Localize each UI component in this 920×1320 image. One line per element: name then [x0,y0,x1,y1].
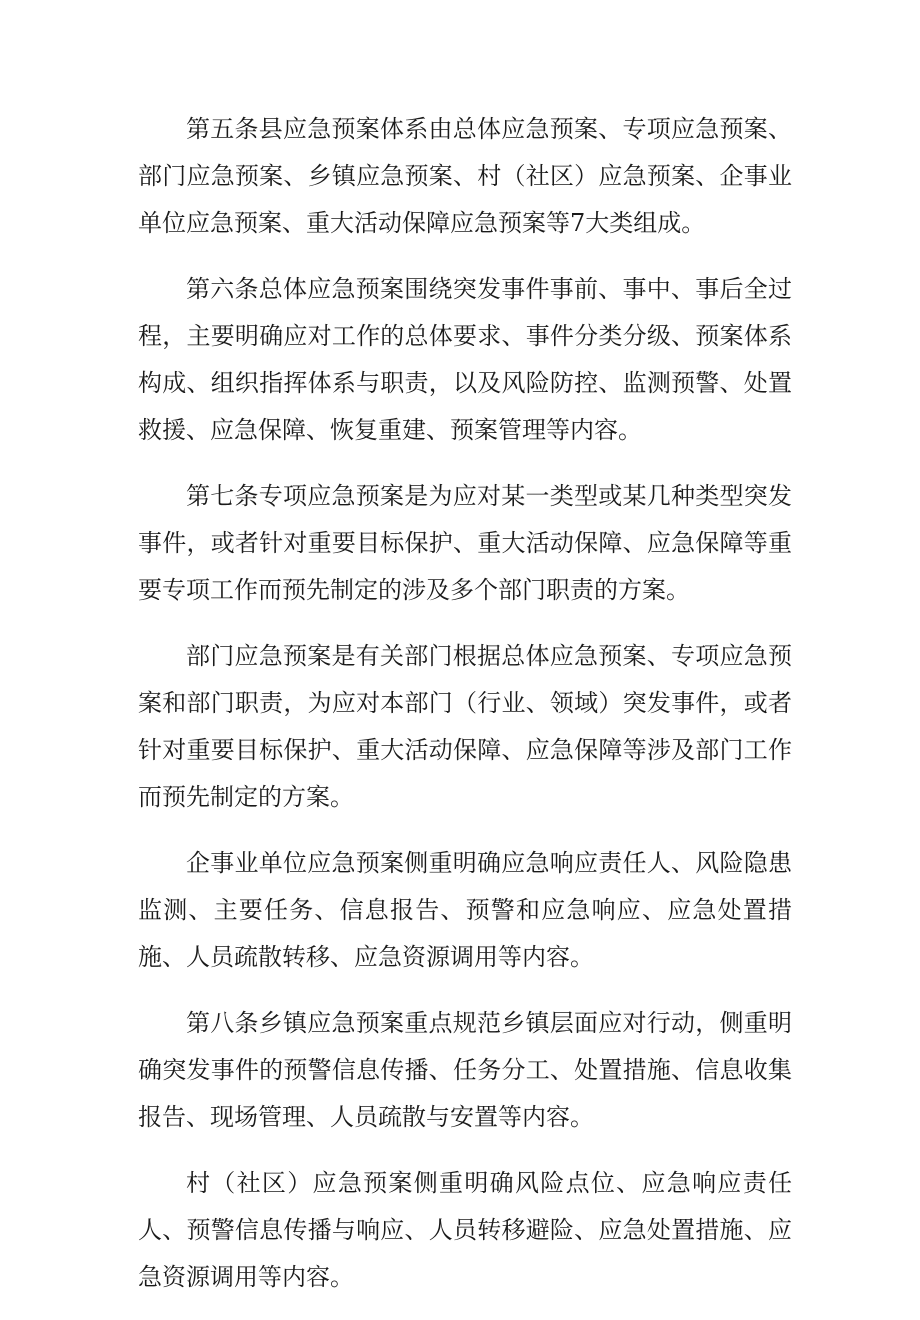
paragraph-article-5: 第五条县应急预案体系由总体应急预案、专项应急预案、部门应急预案、乡镇应急预案、村（社区）应急预案、企事业单位应急预案、重大活动保障应急预案等7大类组成。 [138,115,792,237]
paragraph-article-6: 第六条总体应急预案围绕突发事件事前、事中、事后全过程，主要明确应对工作的总体要求、事件分类分级、预案体系构成、组织指挥体系与职责，以及风险防控、监测预警、处置救援、应急保障、恢复重建、预案管理等内容。 [138,275,792,444]
paragraph-article-8: 第八条乡镇应急预案重点规范乡镇层面应对行动，侧重明确突发事件的预警信息传播、任务分工、处置措施、信息收集报告、现场管理、人员疏散与安置等内容。 [138,1009,792,1131]
paragraph-enterprise-plan: 企事业单位应急预案侧重明确应急响应责任人、风险隐患监测、主要任务、信息报告、预警和应急响应、应急处置措施、人员疏散转移、应急资源调用等内容。 [138,849,792,971]
paragraph-article-7: 第七条专项应急预案是为应对某一类型或某几种类型突发事件，或者针对重要目标保护、重大活动保障、应急保障等重要专项工作而预先制定的涉及多个部门职责的方案。 [138,482,792,604]
document-body [138,106,792,1320]
paragraph-village-plan: 村（社区）应急预案侧重明确风险点位、应急响应责任人、预警信息传播与响应、人员转移避险、应急处置措施、应急资源调用等内容。 [138,1169,792,1291]
paragraph-department-plan: 部门应急预案是有关部门根据总体应急预案、专项应急预案和部门职责，为应对本部门（行业、领域）突发事件，或者针对重要目标保护、重大活动保障、应急保障等涉及部门工作而预先制定的方案。 [138,642,792,811]
